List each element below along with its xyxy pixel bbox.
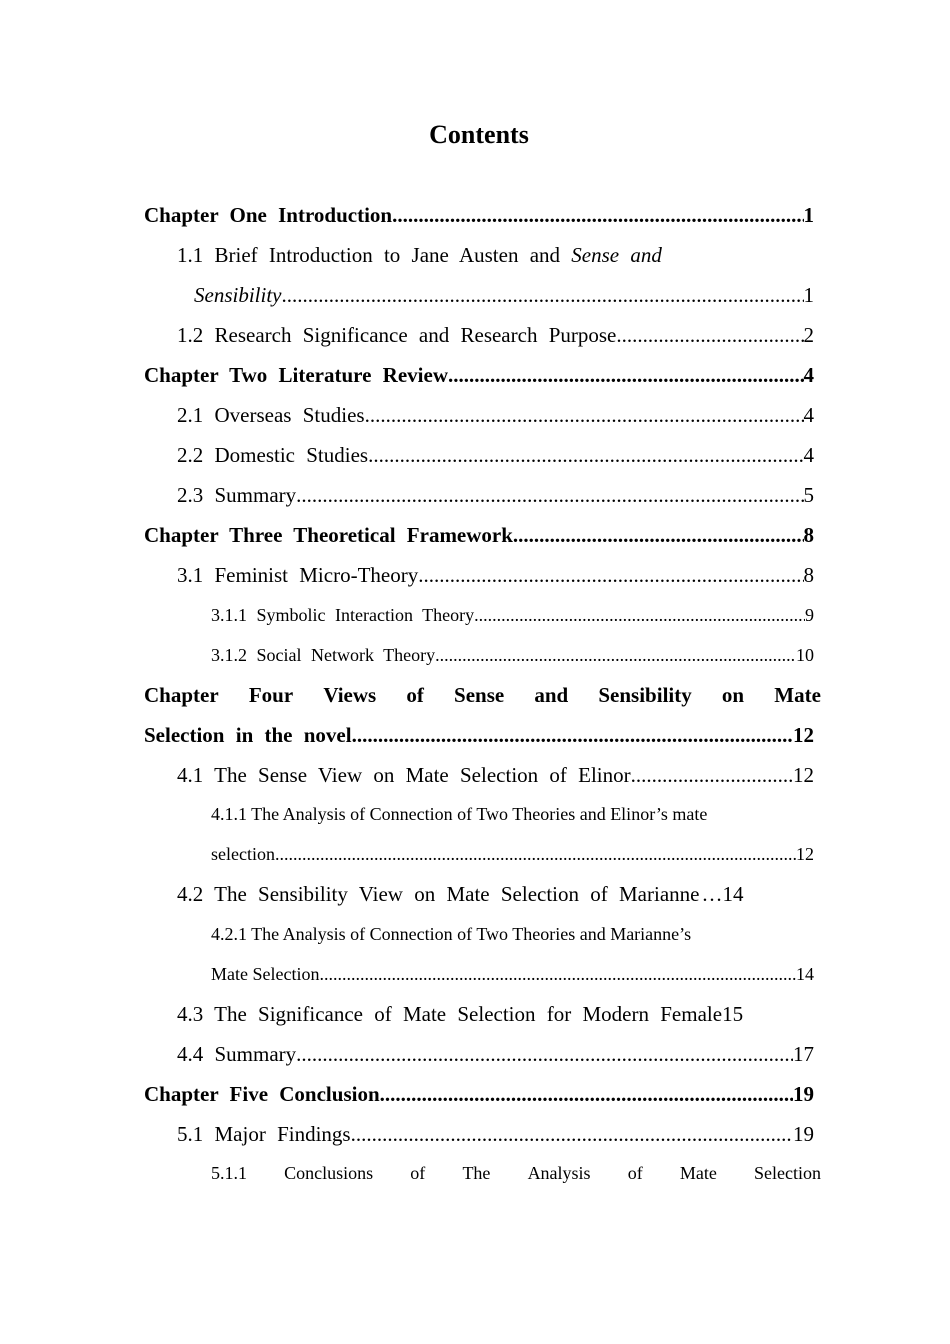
toc-page-number: 19: [793, 1082, 814, 1106]
toc-word: Sense: [454, 683, 505, 707]
toc-page-number: 17: [793, 1042, 814, 1066]
toc-page-number: 14: [722, 882, 744, 906]
toc-word: Mate: [774, 683, 821, 707]
toc-word: Mate: [679, 1163, 717, 1183]
toc-word: Chapter: [144, 683, 219, 707]
toc-entry-text: 3.1.1 Symbolic Interaction Theory: [211, 605, 475, 625]
toc-entry-5-1[interactable]: [177, 1114, 814, 1154]
toc-entry-4-2[interactable]: [177, 874, 817, 914]
toc-entry-4-1-1-second-line[interactable]: [211, 834, 814, 874]
toc-entry-chapter-four-second-line[interactable]: [144, 715, 814, 755]
toc-page-number: 12: [793, 723, 814, 747]
toc-word: Sensibility: [598, 683, 692, 707]
toc-word: Views: [323, 683, 377, 707]
toc-word: and: [534, 683, 569, 707]
toc-page-number: 4: [803, 403, 814, 427]
dot-leader: [474, 595, 805, 635]
toc-entry-4-2-1-second-line[interactable]: [211, 954, 814, 994]
dot-leader: [319, 954, 796, 994]
toc-entry-text: 4.2.1 The Analysis of Connection of Two Theories and Marianne’s: [211, 924, 692, 944]
toc-page-number: 8: [803, 563, 814, 587]
toc-entry-text: Mate Selection: [211, 964, 320, 984]
toc-page-number: 19: [793, 1122, 814, 1146]
toc-entry-text: 2.3 Summary: [177, 483, 297, 507]
toc-page-number: 4: [803, 363, 814, 387]
toc-entry-4-1[interactable]: [177, 755, 814, 795]
toc-entry-3-1-2[interactable]: [211, 635, 814, 675]
toc-page-number: 10: [796, 645, 814, 665]
toc-entry-text: selection: [211, 844, 275, 864]
dot-leader: [392, 195, 803, 235]
toc-entry-text: Selection in the novel: [144, 723, 352, 747]
toc-entry-1-2[interactable]: [177, 315, 814, 355]
toc-entry-text: Sensibility: [194, 283, 282, 307]
toc-word: on: [721, 683, 745, 707]
toc-page-number: 8: [803, 523, 814, 547]
toc-page-number: 5: [803, 483, 814, 507]
toc-word: Four: [248, 683, 294, 707]
toc-entry-text: Chapter Three Theoretical Framework: [144, 523, 513, 547]
toc-entry-text: Chapter Two Literature Review: [144, 363, 448, 387]
toc-entry-2-2[interactable]: [177, 435, 814, 475]
toc-page-number: 9: [805, 605, 814, 625]
toc-word: of: [627, 1163, 643, 1183]
toc-entry-chapter-four-first-line[interactable]: [144, 675, 821, 715]
toc-entry-text: 4.3 The Significance of Mate Selection for Modern Female: [177, 1002, 723, 1026]
toc-word: of: [406, 683, 424, 707]
toc-entry-2-1[interactable]: [177, 395, 814, 435]
toc-page-number: 1: [803, 283, 814, 307]
toc-entry-text: Chapter Five Conclusion: [144, 1082, 380, 1106]
toc-word: Analysis: [527, 1163, 591, 1183]
toc-entry-chapter-two[interactable]: [144, 355, 814, 395]
toc-entry-text: 1.2 Research Significance and Research Purpose: [177, 323, 617, 347]
toc-entry-text: 5.1 Major Findings: [177, 1122, 351, 1146]
toc-entry-4-2-1-first-line[interactable]: [211, 914, 826, 954]
toc-word: 5.1.1: [211, 1163, 247, 1183]
dot-leader: [275, 834, 796, 874]
toc-page-number: 12: [796, 844, 814, 864]
dot-leader: [418, 555, 803, 595]
toc-word: The: [462, 1163, 491, 1183]
dot-leader: [616, 315, 803, 355]
toc-entry-1-1-first-line[interactable]: [177, 235, 737, 275]
toc-separator: …: [701, 882, 723, 906]
dot-leader: [282, 275, 804, 315]
dot-leader: [296, 475, 803, 515]
toc-entry-4-1-1-first-line[interactable]: [211, 794, 826, 834]
toc-page-number: 14: [796, 964, 814, 984]
toc-entry-5-1-1-first-line[interactable]: [211, 1153, 821, 1193]
toc-entry-4-3[interactable]: [177, 994, 827, 1034]
toc-entry-text: 1.1 Brief Introduction to Jane Austen and Sense and: [177, 243, 662, 267]
toc-entry-1-1-second-line[interactable]: [194, 275, 814, 315]
dot-leader: [368, 435, 803, 475]
toc-entry-text: 3.1 Feminist Micro-Theory: [177, 563, 419, 587]
toc-entry-text: 4.1 The Sense View on Mate Selection of Elinor: [177, 763, 631, 787]
dot-leader: [380, 1074, 793, 1114]
toc-entry-chapter-one[interactable]: [144, 195, 814, 235]
dot-leader: [631, 755, 793, 795]
toc-entry-text: 4.1.1 The Analysis of Connection of Two Theories and Elinor’s mate: [211, 804, 708, 824]
toc-entry-text: 4.4 Summary: [177, 1042, 297, 1066]
toc-entry-chapter-five[interactable]: [144, 1074, 814, 1114]
toc-page-number: 2: [803, 323, 814, 347]
toc-page-number: 4: [803, 443, 814, 467]
toc-entry-text: Chapter One Introduction: [144, 203, 393, 227]
toc-word: Selection: [753, 1163, 821, 1183]
page-title: Contents: [429, 120, 529, 149]
toc-word: of: [410, 1163, 426, 1183]
dot-leader: [351, 1114, 793, 1154]
toc-entry-3-1[interactable]: [177, 555, 814, 595]
toc-page-number: 15: [722, 1002, 744, 1026]
toc-entry-text: 2.1 Overseas Studies: [177, 403, 365, 427]
dot-leader: [513, 515, 804, 555]
dot-leader: [435, 635, 796, 675]
dot-leader: [448, 355, 804, 395]
toc-page-number: 12: [793, 763, 814, 787]
toc-page-number: 1: [803, 203, 814, 227]
toc-entry-text: 3.1.2 Social Network Theory: [211, 645, 436, 665]
toc-word: Conclusions: [284, 1163, 374, 1183]
toc-entry-3-1-1[interactable]: [211, 595, 814, 635]
toc-entry-2-3[interactable]: [177, 475, 814, 515]
dot-leader: [296, 1034, 793, 1074]
dot-leader: [365, 395, 804, 435]
toc-entry-chapter-three[interactable]: [144, 515, 814, 555]
dot-leader: [352, 715, 793, 755]
toc-entry-text: 4.2 The Sensibility View on Mate Selection of Marianne: [177, 882, 700, 906]
toc-entry-4-4[interactable]: [177, 1034, 814, 1074]
toc-entry-text: 2.2 Domestic Studies: [177, 443, 369, 467]
